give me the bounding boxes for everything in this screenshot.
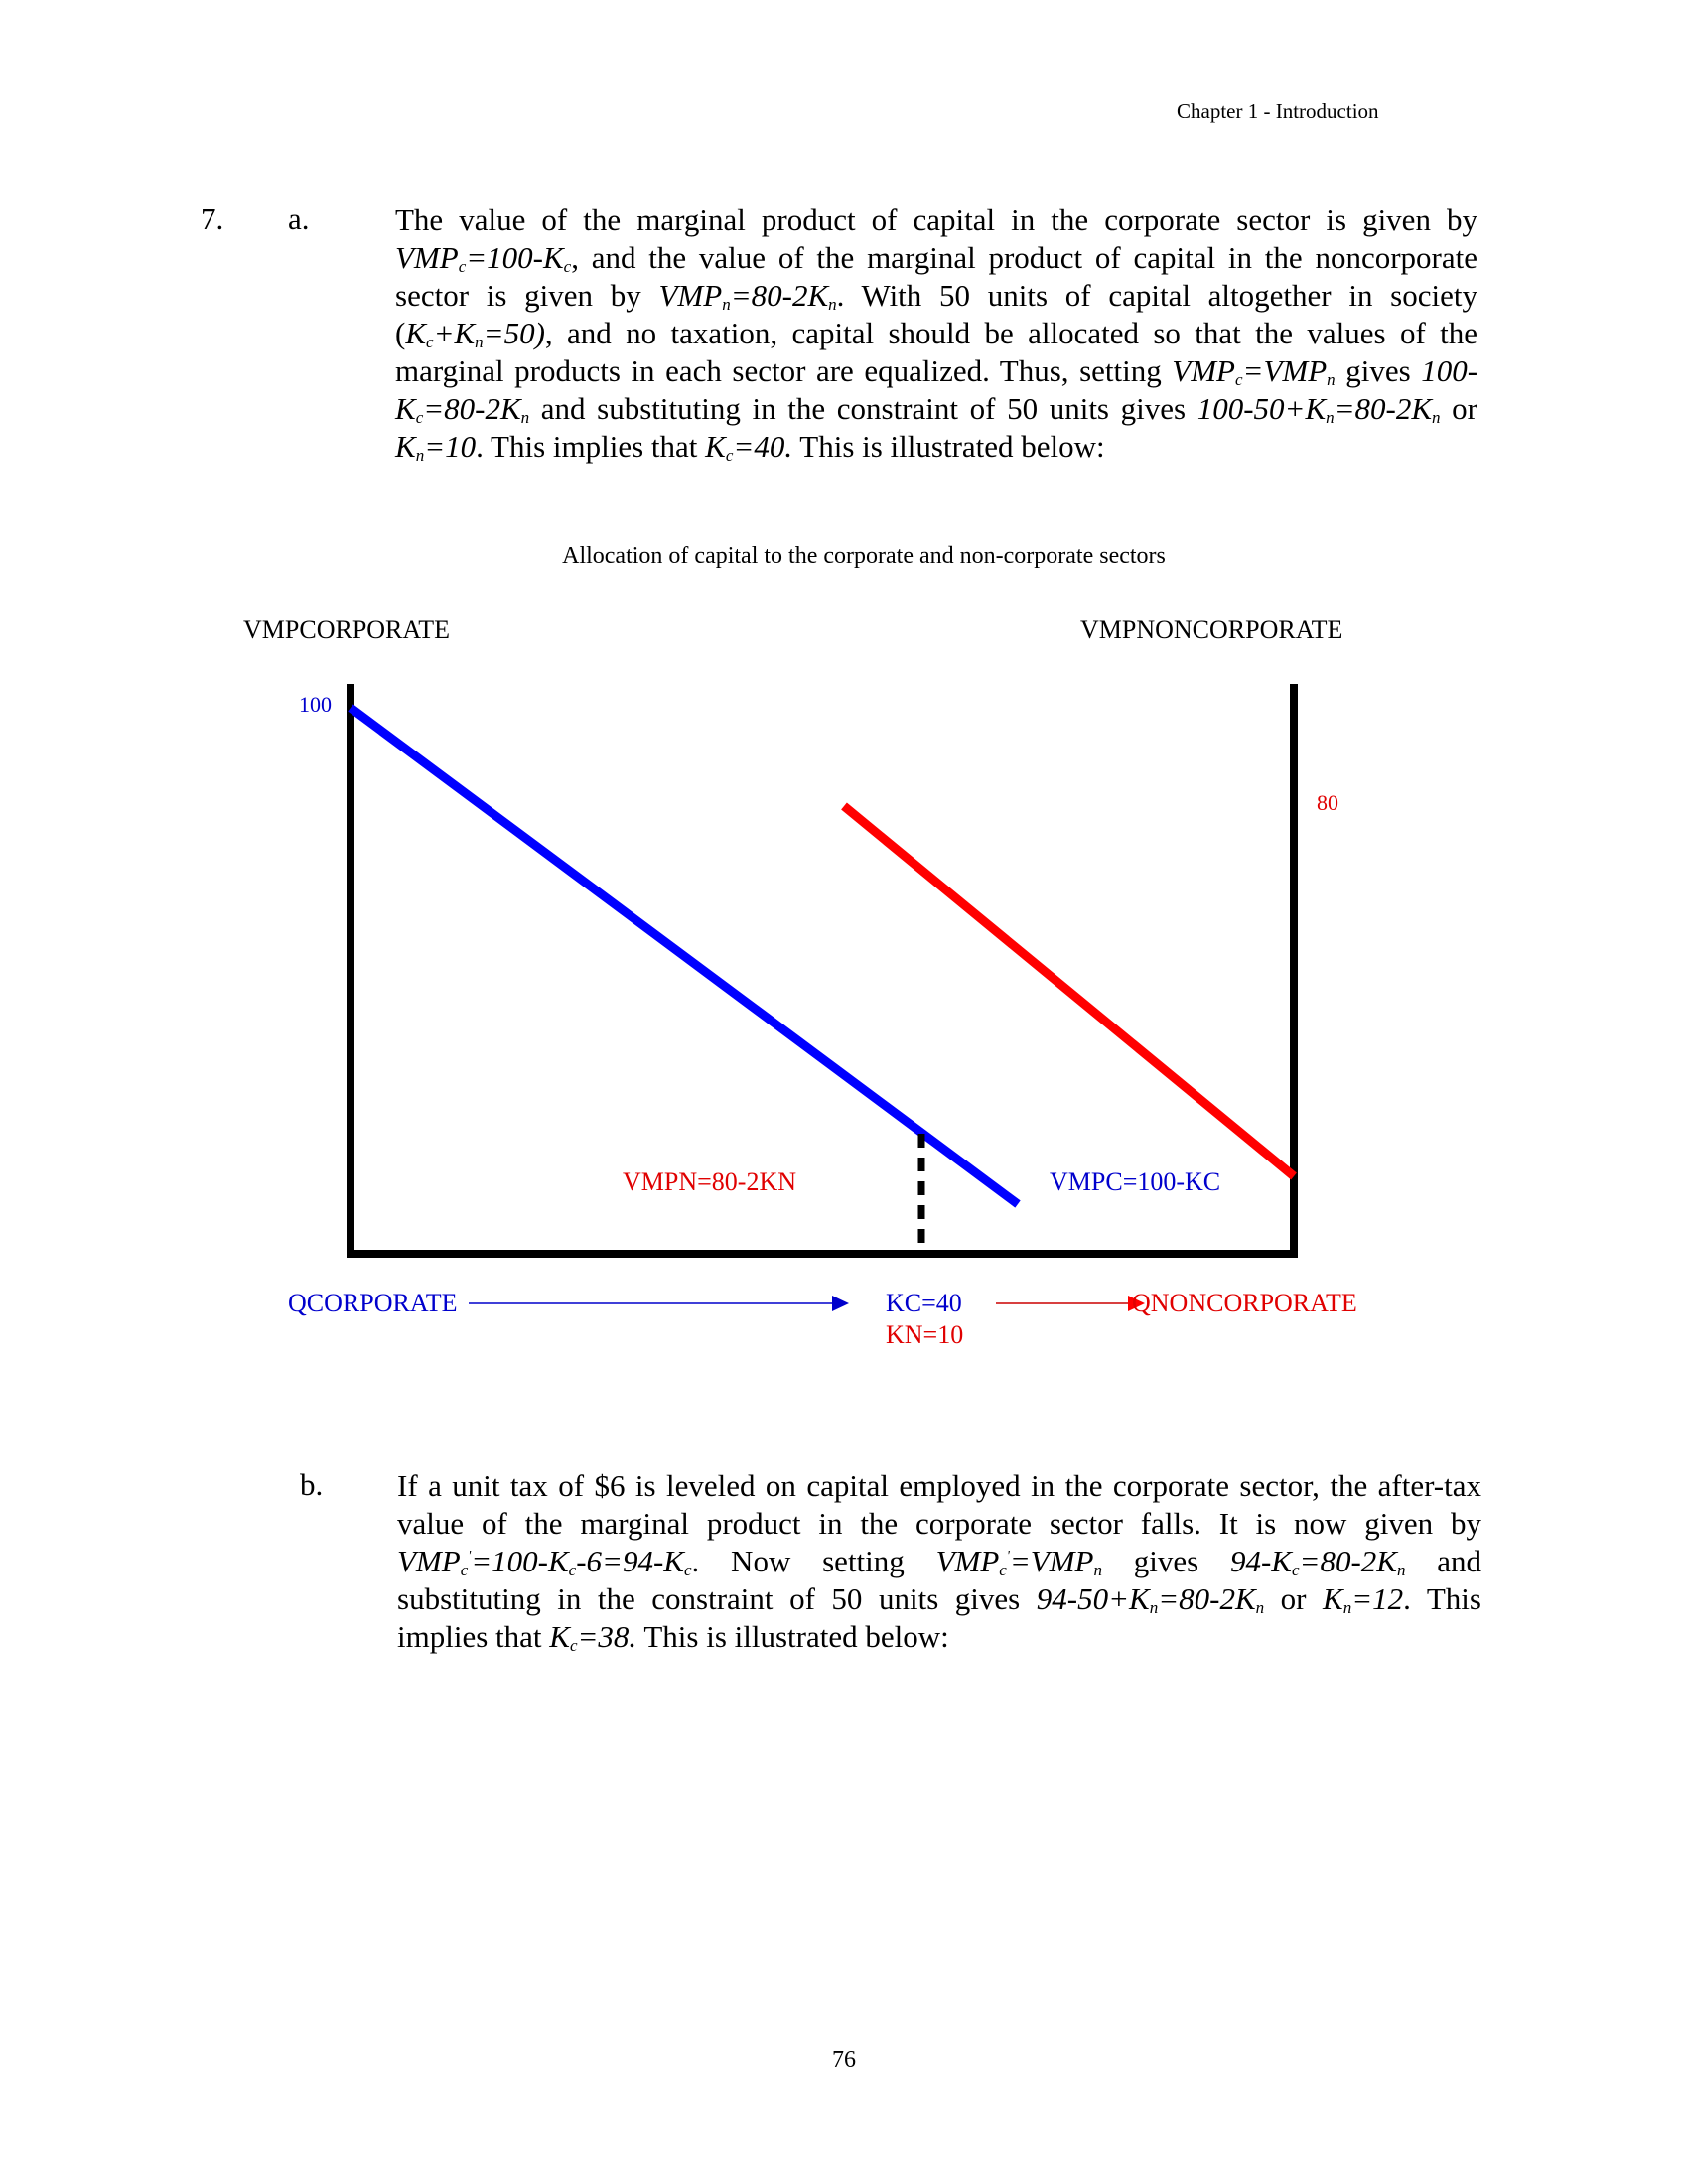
right-axis-label: VMPNONCORPORATE: [1080, 615, 1343, 644]
kc-label: KC=40: [886, 1289, 962, 1317]
chart-title: Allocation of capital to the corporate and non-corporate sectors: [562, 543, 1166, 569]
part-a-paragraph: The value of the marginal product of capital in the corporate sector is given by $VMP_c=100-K_c$, and the value of the marginal product of capital in the noncorporate sector is given by $VMP_n=80-2K_n$. With 50 units of capital altogether in society $(K_c+K_n=50)$, and no taxation, capital should be allocated so that the values of the marginal products in each sector are equalized. Thus, setting $VMP_c=VMP_n$ gives $100-K_c=80-2K_n$ and substituting in the constraint of 50 units gives $100-50+K_n=80-2K_n$ or $K_n=10$. This implies that $K_c=40$. This is illustrated below:: [395, 203, 1478, 465]
left-axis-tick-100: 100: [299, 692, 332, 717]
q-noncorporate-label: QNONCORPORATE: [1132, 1289, 1357, 1317]
page-number: 76: [832, 2047, 856, 2073]
right-axis-tick-80: 80: [1317, 790, 1338, 815]
part-b-paragraph: If a unit tax of $6 is leveled on capital employed in the corporate sector, the after-tax value of the marginal product in the corporate sector falls. It is now given by $VMP_c'=100-K_c-6=94-K_c$. Now setting $VMP_c'=VMP_n$ gives $94-K_c=80-2K_n$ and substituting in the constraint of 50 units gives $94-50+K_n=80-2K_n$ or $K_n=12$. This implies that $K_c=38$. This is illustrated below:: [397, 1468, 1482, 1655]
kn-label: KN=10: [886, 1320, 964, 1349]
question-number: 7.: [201, 202, 224, 236]
part-a-label: a.: [288, 202, 310, 236]
q-corporate-label: QCORPORATE: [288, 1289, 458, 1317]
part-b-label: b.: [300, 1467, 324, 1502]
vmpc-label: VMPC=100-KC: [1050, 1167, 1221, 1196]
vmpc-curve: [351, 708, 1018, 1204]
running-header: Chapter 1 - Introduction: [1177, 99, 1379, 123]
vmpn-label: VMPN=80-2KN: [623, 1167, 797, 1196]
corporate-arrow-head: [832, 1296, 849, 1311]
left-axis-label: VMPCORPORATE: [243, 615, 451, 644]
